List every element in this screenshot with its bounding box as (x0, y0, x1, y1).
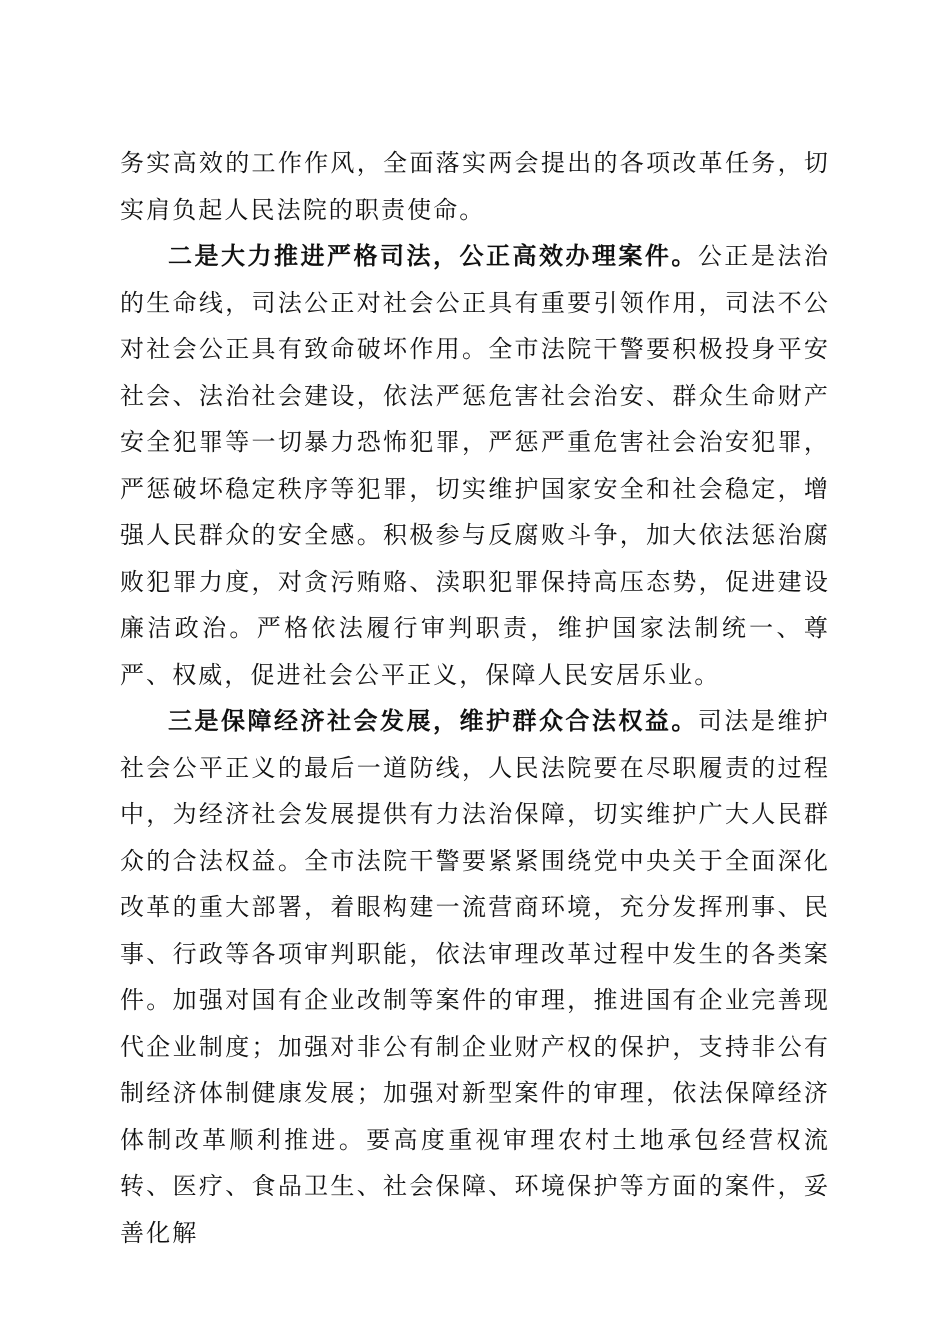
paragraph-heading: 二是大力推进严格司法，公正高效办理案件。 (168, 241, 698, 270)
paragraph-text: 司法是维护社会公平正义的最后一道防线，人民法院要在尽职履责的过程中，为经济社会发展提供有力法治保障，切实维护广大人民群众的合法权益。全市法院干警要紧紧围绕党中央关于全面深化改革的重大部署，着眼构建一流营商环境，充分发挥刑事、民事、行政等各项审判职能，依法审理改革过程中发生的各类案件。加强对国有企业改制等案件的审理，推进国有企业完善现代企业制度；加强对非公有制企业财产权的保护，支持非公有制经济体制健康发展；加强对新型案件的审理，依法保障经济体制改革顺利推进。要高度重视审理农村土地承包经营权流转、医疗、食品卫生、社会保障、环境保护等方面的案件，妥善化解 (120, 707, 831, 1247)
document-page (120, 140, 830, 1256)
paragraph-heading: 三是保障经济社会发展，维护群众合法权益。 (168, 706, 698, 735)
paragraph-text: 公正是法治的生命线，司法公正对社会公正具有重要引领作用，司法不公对社会公正具有致命破坏作用。全市法院干警要积极投身平安社会、法治社会建设，依法严惩危害社会治安、群众生命财产安全犯罪等一切暴力恐怖犯罪，严惩严重危害社会治安犯罪，严惩破坏稳定秩序等犯罪，切实维护国家安全和社会稳定，增强人民群众的安全感。积极参与反腐败斗争，加大依法惩治腐败犯罪力度，对贪污贿赂、渎职犯罪保持高压态势，促进建设廉洁政治。严格依法履行审判职责，维护国家法制统一、尊严、权威，促进社会公平正义，保障人民安居乐业。 (120, 242, 831, 689)
paragraph-continuation (120, 140, 830, 233)
paragraph-point-two (120, 233, 830, 698)
paragraph-point-three (120, 698, 830, 1256)
paragraph-text: 务实高效的工作作风，全面落实两会提出的各项改革任务，切实肩负起人民法院的职责使命。 (120, 149, 830, 224)
